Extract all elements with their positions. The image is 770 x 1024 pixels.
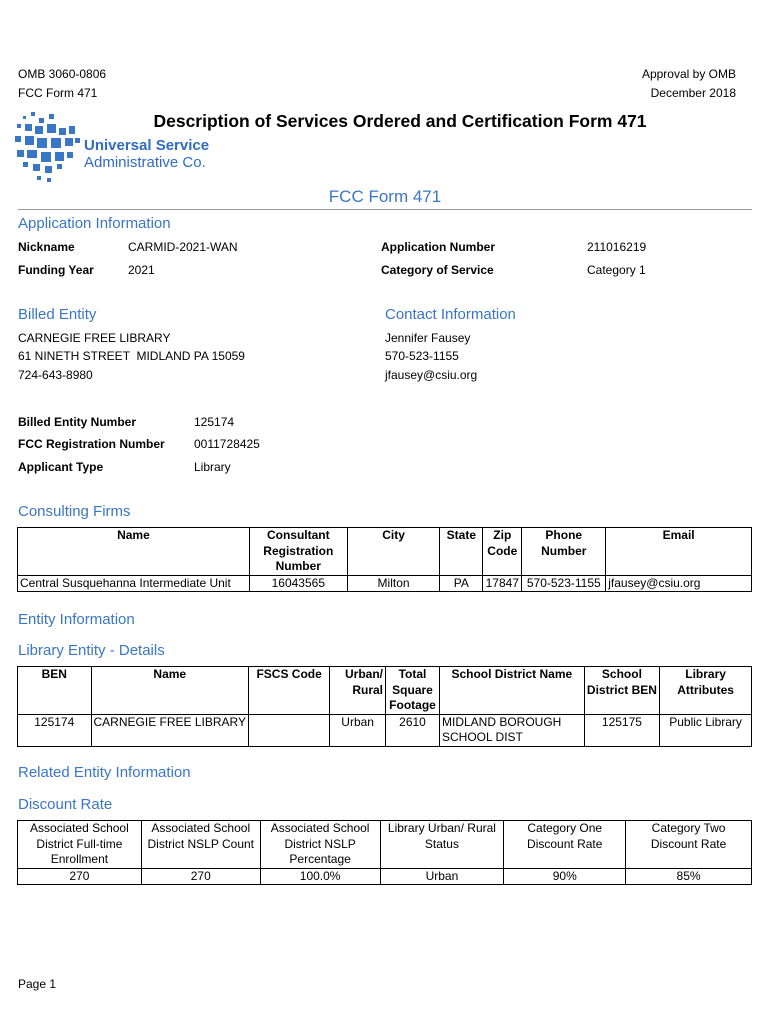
- col-header-fscs: FSCS Code: [249, 667, 330, 715]
- page-number: Page 1: [18, 977, 57, 991]
- consultant-phone: 570-523-1155: [522, 575, 606, 591]
- library-entity-table: [17, 666, 752, 747]
- col-header-nslp-count: Associated School District NSLP Count: [141, 821, 260, 869]
- col-header-name: Name: [91, 667, 248, 715]
- col-header-name: Name: [18, 528, 250, 576]
- enrollment-value: 270: [18, 868, 142, 884]
- application-number-label: Application Number: [381, 240, 496, 254]
- omb-number: OMB 3060-0806: [18, 67, 107, 81]
- col-header-category-two-rate: Category Two Discount Rate: [626, 821, 752, 869]
- funding-year-value: 2021: [128, 263, 155, 277]
- fcc-registration-label: FCC Registration Number: [18, 437, 165, 451]
- application-number-value: 211016219: [587, 240, 647, 254]
- billed-entity-name: CARNEGIE FREE LIBRARY: [18, 331, 171, 345]
- col-header-category-one-rate: Category One Discount Rate: [504, 821, 626, 869]
- form-number: FCC Form 471: [18, 86, 98, 100]
- col-header-library-attributes: Library Attributes: [660, 667, 752, 715]
- category-one-rate-value: 90%: [504, 868, 626, 884]
- category-two-rate-value: 85%: [626, 868, 752, 884]
- logo-text-line1: Universal Service: [84, 137, 210, 154]
- logo-text-line2: Administrative Co.: [84, 154, 206, 171]
- urban-rural-status-value: Urban: [380, 868, 504, 884]
- entity-district-ben: 125175: [584, 714, 660, 746]
- divider: [18, 209, 752, 210]
- consultant-zip: 17847: [483, 575, 522, 591]
- col-header-state: State: [440, 528, 483, 576]
- col-header-enrollment: Associated School District Full-time Enrollment: [18, 821, 142, 869]
- category-value: Category 1: [587, 263, 646, 277]
- applicant-type-value: Library: [194, 460, 231, 474]
- application-info-heading: Application Information: [18, 215, 171, 232]
- page-title: Description of Services Ordered and Certification Form 471: [153, 111, 647, 131]
- table-row: [18, 868, 752, 884]
- col-header-district-ben: School District BEN: [584, 667, 660, 715]
- library-entity-details-heading: Library Entity - Details: [18, 642, 165, 659]
- discount-rate-heading: Discount Rate: [18, 796, 113, 813]
- entity-urban-rural: Urban: [330, 714, 386, 746]
- table-header-row: [18, 667, 752, 715]
- entity-square-footage: 2610: [386, 714, 440, 746]
- entity-fscs: [249, 714, 330, 746]
- nickname-value: CARMID-2021-WAN: [128, 240, 238, 254]
- discount-rate-table: [17, 820, 752, 885]
- consultant-email: jfausey@csiu.org: [606, 575, 752, 591]
- approval-date: December 2018: [650, 86, 736, 100]
- table-header-row: [18, 821, 752, 869]
- consultant-name: Central Susquehanna Intermediate Unit: [18, 575, 250, 591]
- billed-entity-number-value: 125174: [194, 415, 235, 429]
- consultant-registration: 16043565: [249, 575, 347, 591]
- col-header-square-footage: Total Square Footage: [386, 667, 440, 715]
- category-label: Category of Service: [381, 263, 494, 277]
- consulting-firms-heading: Consulting Firms: [18, 503, 131, 520]
- col-header-school-district: School District Name: [439, 667, 584, 715]
- col-header-zip: Zip Code: [483, 528, 522, 576]
- col-header-city: City: [347, 528, 440, 576]
- table-row: [18, 714, 752, 746]
- col-header-ben: BEN: [18, 667, 92, 715]
- billed-entity-phone: 724-643-8980: [18, 368, 93, 382]
- entity-info-heading: Entity Information: [18, 611, 135, 628]
- contact-info-heading: Contact Information: [385, 306, 516, 323]
- col-header-registration: Consultant Registration Number: [249, 528, 347, 576]
- entity-ben: 125174: [18, 714, 92, 746]
- header-right: [642, 65, 736, 103]
- entity-library-attributes: Public Library: [660, 714, 752, 746]
- fcc-registration-value: 0011728425: [194, 437, 260, 451]
- entity-school-district: MIDLAND BOROUGH SCHOOL DIST: [439, 714, 584, 746]
- col-header-nslp-percentage: Associated School District NSLP Percentage: [260, 821, 380, 869]
- contact-phone: 570-523-1155: [385, 349, 459, 363]
- consultant-state: PA: [440, 575, 483, 591]
- applicant-type-label: Applicant Type: [18, 460, 104, 474]
- billed-entity-heading: Billed Entity: [18, 306, 97, 323]
- col-header-phone: Phone Number: [522, 528, 606, 576]
- nslp-count-value: 270: [141, 868, 260, 884]
- billed-entity-address: 61 NINETH STREET MIDLAND PA 15059: [18, 349, 245, 363]
- funding-year-label: Funding Year: [18, 263, 94, 277]
- form-heading: FCC Form 471: [328, 187, 442, 206]
- consultant-city: Milton: [347, 575, 440, 591]
- table-row: [18, 575, 752, 591]
- nslp-percentage-value: 100.0%: [260, 868, 380, 884]
- consulting-firms-table: [17, 527, 752, 592]
- col-header-urban-rural-status: Library Urban/ Rural Status: [380, 821, 504, 869]
- approval-text: Approval by OMB: [641, 67, 736, 81]
- billed-entity-number-label: Billed Entity Number: [18, 415, 137, 429]
- related-entity-heading: Related Entity Information: [18, 764, 191, 781]
- contact-name: Jennifer Fausey: [385, 331, 471, 345]
- nickname-label: Nickname: [18, 240, 75, 254]
- header-left: [18, 65, 106, 103]
- col-header-urban-rural: Urban/ Rural: [330, 667, 386, 715]
- col-header-email: Email: [606, 528, 752, 576]
- entity-name: CARNEGIE FREE LIBRARY: [91, 714, 248, 746]
- table-header-row: [18, 528, 752, 576]
- contact-email: jfausey@csiu.org: [385, 368, 478, 382]
